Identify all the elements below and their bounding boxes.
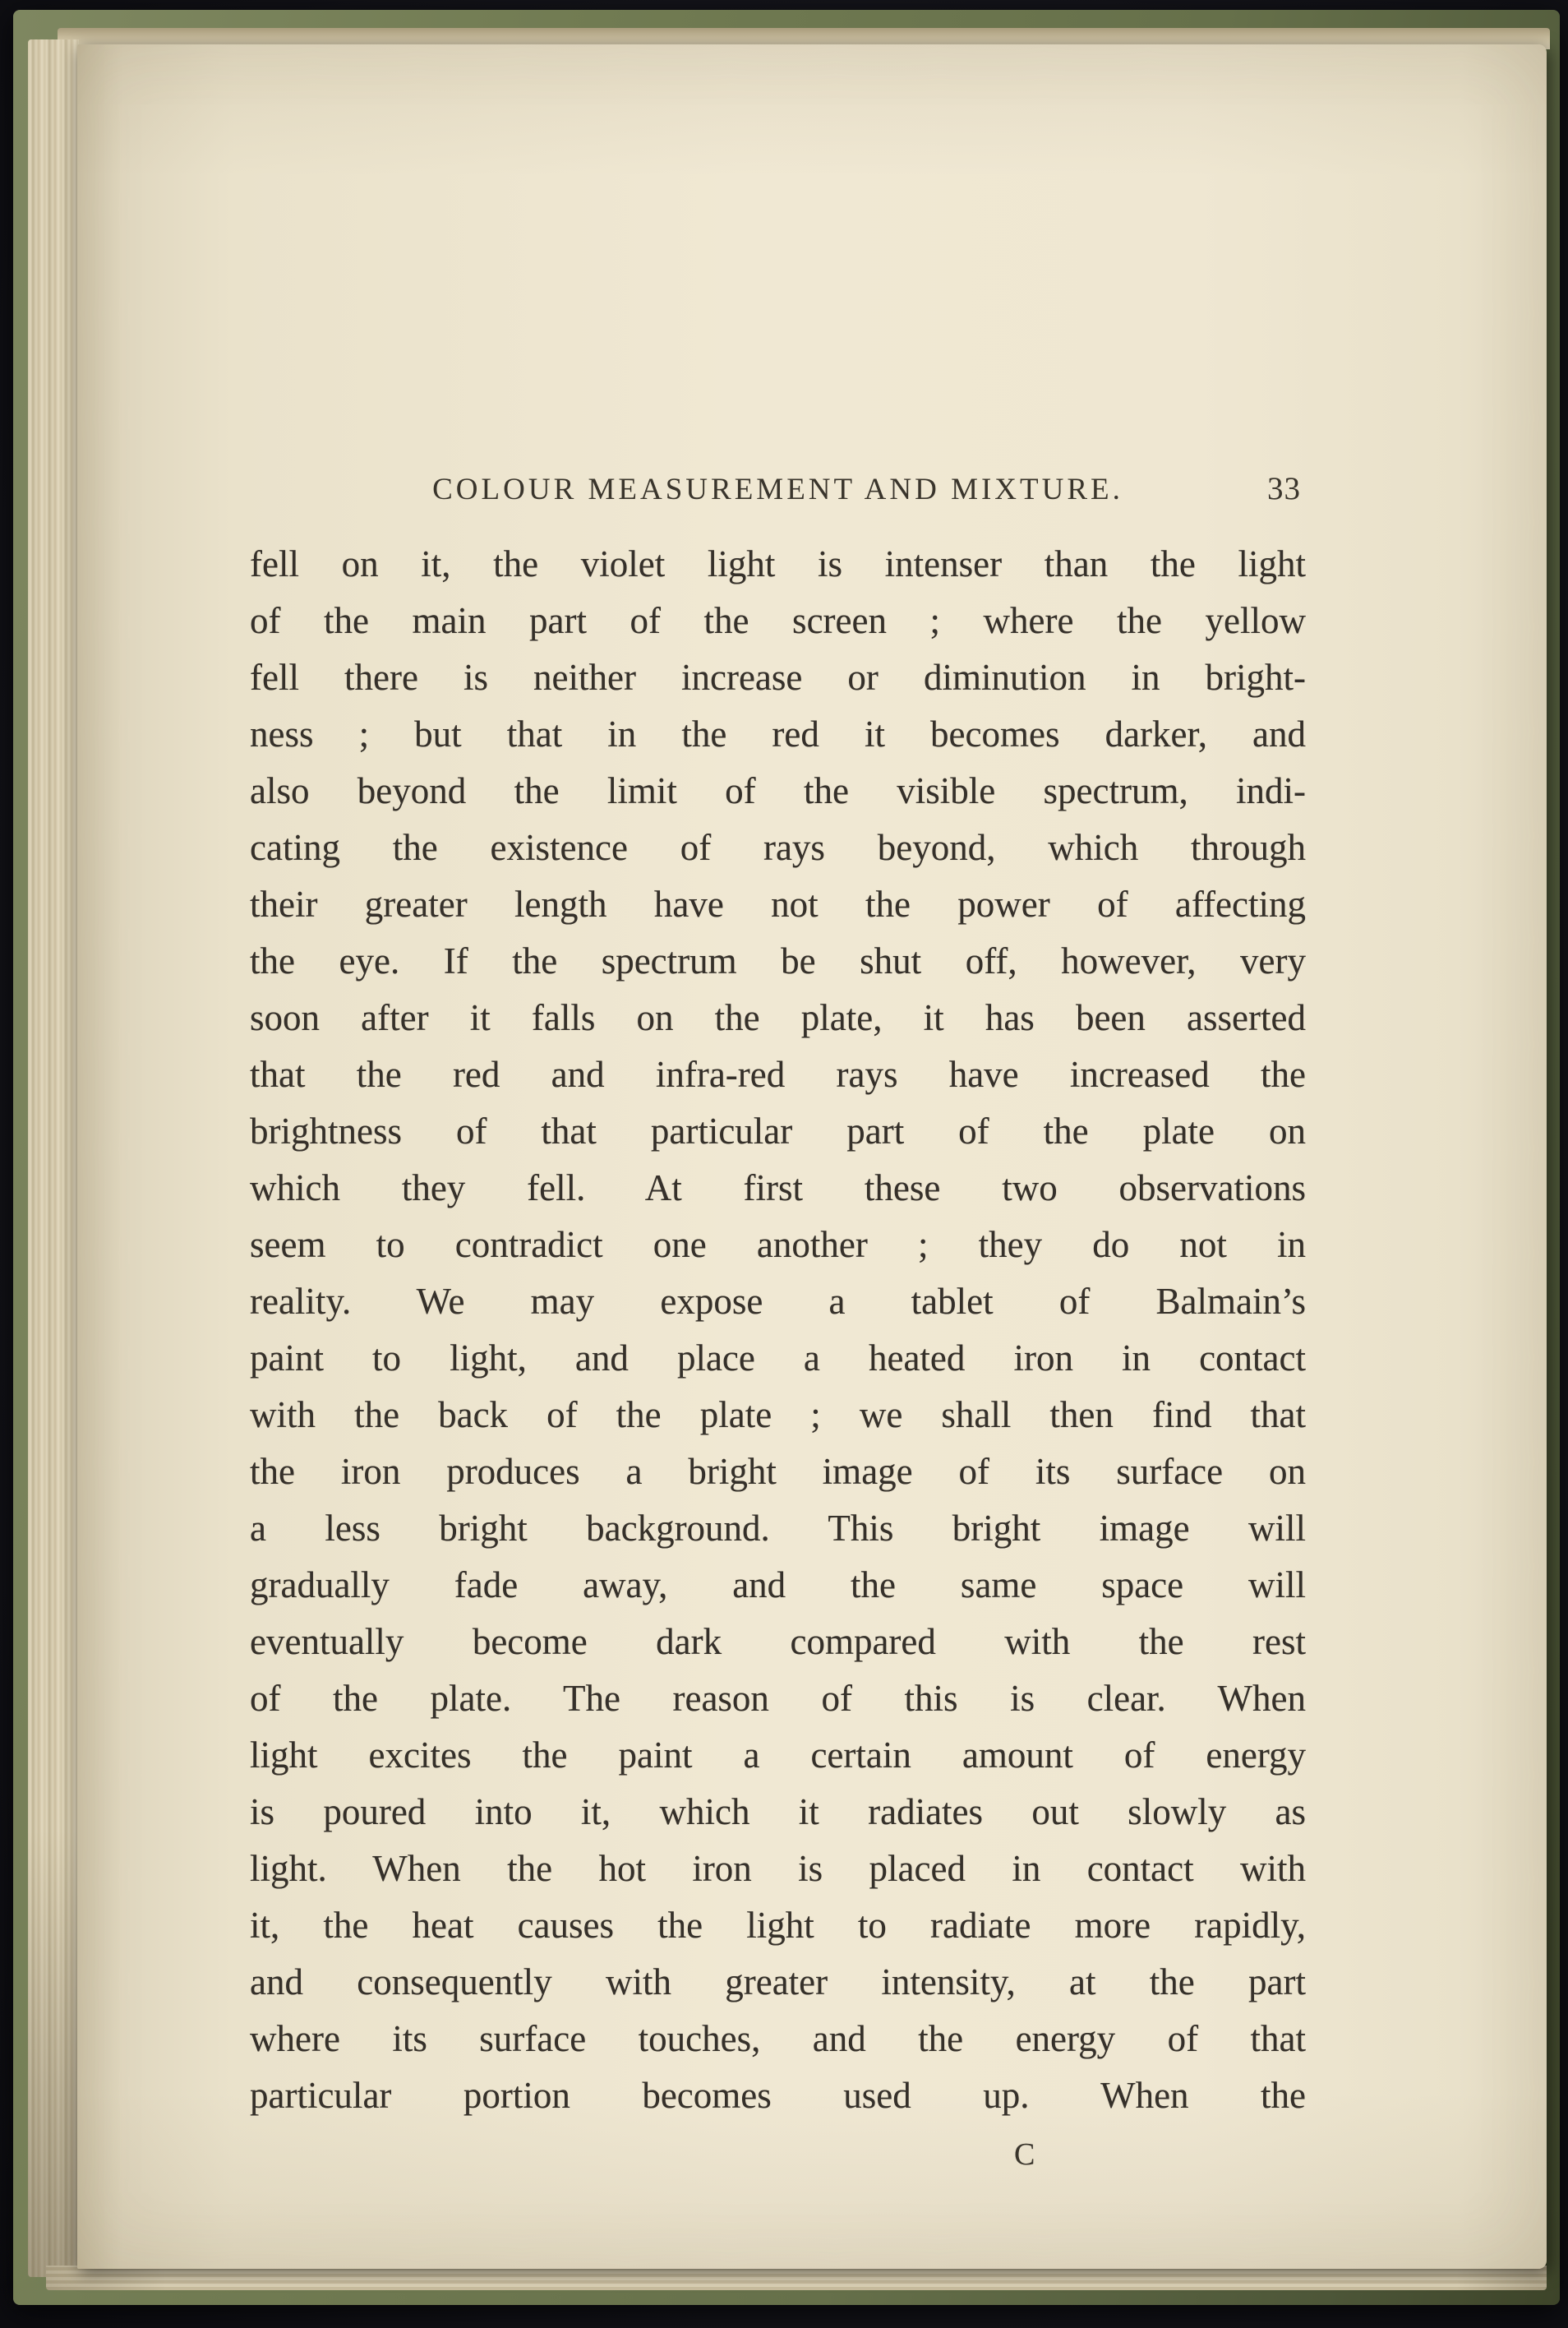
body-text [250, 536, 1306, 2124]
text-line: which they fell. At first these two observations [250, 1167, 1306, 1208]
text-line: that the red and infra-red rays have increased the [250, 1054, 1306, 1095]
text-line: their greater length have not the power of affecting [250, 884, 1306, 925]
text-line: soon after it falls on the plate, it has been asserted [250, 997, 1306, 1038]
text-line: ness ; but that in the red it becomes darker, and [250, 714, 1306, 755]
running-header [250, 472, 1306, 507]
signature-mark: C [1014, 2137, 1035, 2172]
text-line: with the back of the plate ; we shall then find that [250, 1394, 1306, 1435]
text-line: brightness of that particular part of the plate on [250, 1111, 1306, 1152]
text-line: particular portion becomes used up. When the [250, 2075, 1306, 2116]
text-line: the iron produces a bright image of its surface on [250, 1451, 1306, 1492]
text-line: paint to light, and place a heated iron in contact [250, 1337, 1306, 1379]
text-line: light excites the paint a certain amount of energy [250, 1734, 1306, 1776]
text-line: fell on it, the violet light is intenser than the light [250, 543, 1306, 584]
text-line: of the plate. The reason of this is clear. When [250, 1678, 1306, 1719]
page-edges-bottom [46, 2266, 1547, 2290]
text-line: a less bright background. This bright image will [250, 1508, 1306, 1549]
chapter-title: COLOUR MEASUREMENT AND MIXTURE. [432, 473, 1123, 506]
text-line: is poured into it, which it radiates out slowly as [250, 1791, 1306, 1832]
book-page [77, 44, 1547, 2269]
text-line: seem to contradict one another ; they do not in [250, 1224, 1306, 1265]
page-edges-left [28, 39, 79, 2277]
text-line: of the main part of the screen ; where the yellow [250, 600, 1306, 641]
text-line: the eye. If the spectrum be shut off, however, very [250, 940, 1306, 982]
text-line: also beyond the limit of the visible spectrum, indi- [250, 770, 1306, 811]
text-line: gradually fade away, and the same space will [250, 1564, 1306, 1605]
page-number: 33 [1267, 471, 1301, 506]
text-line: it, the heat causes the light to radiate more rapidly, [250, 1905, 1306, 1946]
text-line: where its surface touches, and the energy of that [250, 2018, 1306, 2059]
text-line: cating the existence of rays beyond, which through [250, 827, 1306, 868]
text-line: reality. We may expose a tablet of Balmain’s [250, 1281, 1306, 1322]
text-line: eventually become dark compared with the rest [250, 1621, 1306, 1662]
text-line: light. When the hot iron is placed in contact with [250, 1848, 1306, 1889]
text-line: fell there is neither increase or diminution in bright- [250, 657, 1306, 698]
text-line: and consequently with greater intensity, at the part [250, 1961, 1306, 2002]
